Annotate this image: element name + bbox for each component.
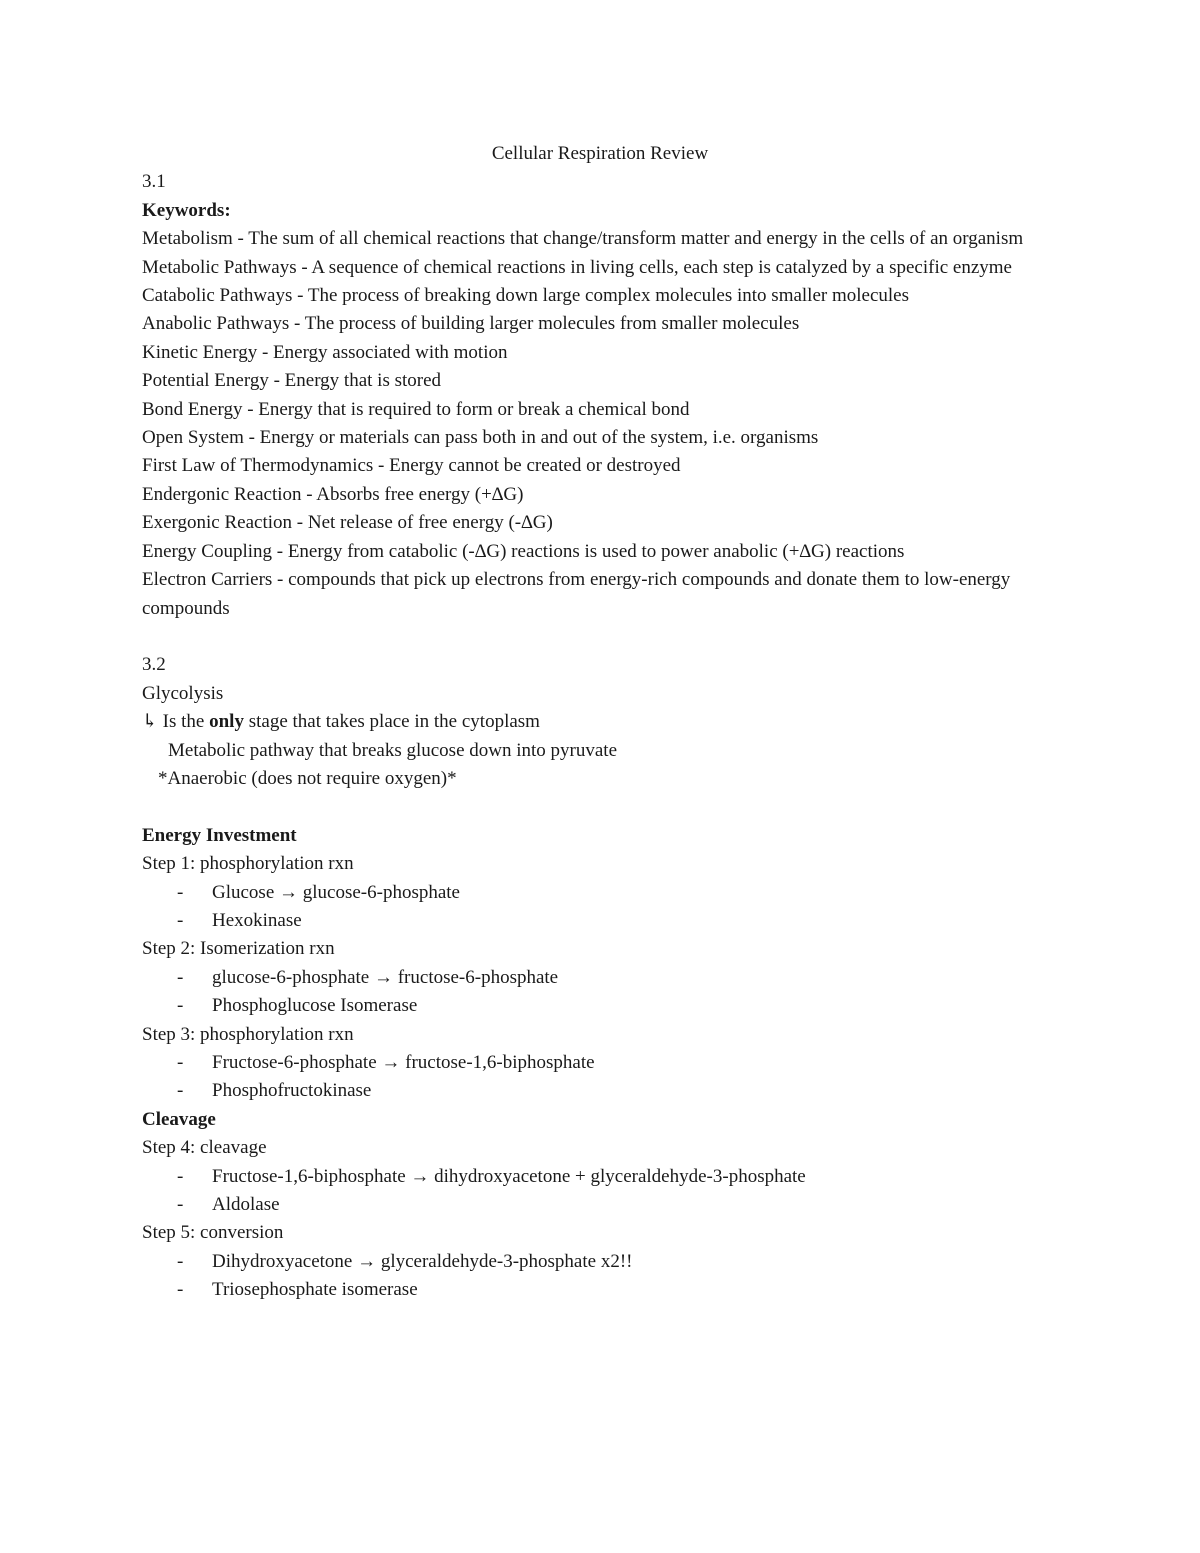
keyword-term: Catabolic Pathways - The process of breaking down large complex molecules into smaller molecules [142, 285, 910, 307]
keyword-term: Bond Energy - Energy that is required to form or break a chemical bond [142, 398, 690, 420]
document-content [142, 140, 1072, 1305]
spacer [142, 793, 1072, 821]
keyword-term: Kinetic Energy - Energy associated with motion [142, 341, 508, 363]
step-bullet: - Glucose → glucose-6-phosphate [177, 881, 460, 903]
spacer [142, 623, 1072, 651]
cleavage-heading: Cleavage [142, 1108, 216, 1130]
step-label: Step 4: cleavage [142, 1137, 267, 1159]
keyword-term: Endergonic Reaction - Absorbs free energy (+∆G) [142, 483, 524, 505]
keyword-term: Potential Energy - Energy that is stored [142, 370, 442, 392]
glycolysis-note-1: ↳ Is the only stage that takes place in the cytoplasm [142, 711, 540, 733]
step-label: Step 3: phosphorylation rxn [142, 1023, 354, 1045]
keywords-heading: Keywords: [142, 199, 231, 221]
keyword-term: Electron Carriers - compounds that pick up electrons from energy-rich compounds and donate them to low-energy compounds [142, 569, 1011, 619]
section-number-3-1: 3.1 [142, 171, 166, 193]
glycolysis-note-2: Metabolic pathway that breaks glucose down into pyruvate [168, 739, 618, 761]
step-bullet: - Aldolase [177, 1194, 280, 1215]
keyword-term: Energy Coupling - Energy from catabolic (-∆G) reactions is used to power anabolic (+∆G) reactions [142, 540, 905, 562]
step-label: Step 1: phosphorylation rxn [142, 853, 354, 875]
step-bullet: - Phosphofructokinase [177, 1080, 372, 1102]
glycolysis-note-3: *Anaerobic (does not require oxygen)* [158, 767, 457, 789]
energy-investment-heading: Energy Investment [142, 824, 297, 846]
step-bullet: - glucose-6-phosphate → fructose-6-phosphate [177, 966, 559, 988]
step-label: Step 5: conversion [142, 1222, 284, 1244]
keyword-term: Metabolism - The sum of all chemical reactions that change/transform matter and energy in the cells of an organism [142, 228, 1024, 250]
step-bullet: - Fructose-1,6-biphosphate → dihydroxyacetone + glyceraldehyde-3-phosphate [177, 1165, 806, 1187]
keyword-term: Anabolic Pathways - The process of building larger molecules from smaller molecules [142, 313, 800, 335]
keyword-term: Metabolic Pathways - A sequence of chemical reactions in living cells, each step is catalyzed by a specific enzyme [142, 256, 1012, 278]
keyword-term: First Law of Thermodynamics - Energy cannot be created or destroyed [142, 455, 681, 477]
keyword-term: Open System - Energy or materials can pass both in and out of the system, i.e. organisms [142, 427, 819, 449]
step-bullet: - Dihydroxyacetone → glyceraldehyde-3-phosphate x2!! [177, 1250, 633, 1272]
step-bullet: - Triosephosphate isomerase [177, 1279, 418, 1301]
step-bullet: - Fructose-6-phosphate → fructose-1,6-biphosphate [177, 1051, 595, 1073]
step-bullet: - Hexokinase [177, 909, 302, 931]
glycolysis-heading: Glycolysis [142, 682, 224, 704]
document-title: Cellular Respiration Review [491, 143, 709, 164]
section-number-3-2: 3.2 [142, 654, 166, 676]
step-bullet: - Phosphoglucose Isomerase [177, 995, 418, 1017]
keyword-term: Exergonic Reaction - Net release of free energy (-∆G) [142, 512, 553, 534]
step-label: Step 2: Isomerization rxn [142, 938, 335, 960]
